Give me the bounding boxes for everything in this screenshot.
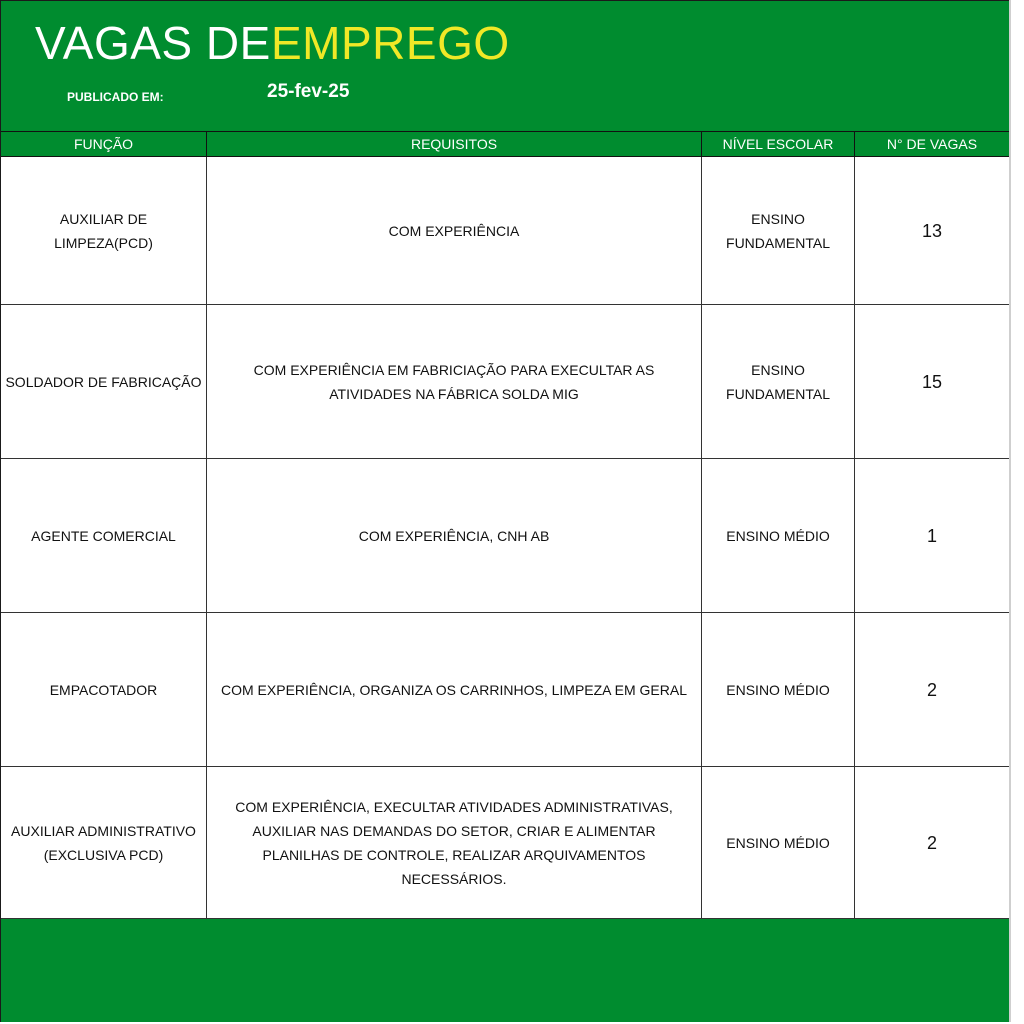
row-5-vagas: 2 (854, 767, 1009, 919)
column-header-funcao: FUNÇÃO (1, 131, 206, 157)
row-4-vagas: 2 (854, 613, 1009, 767)
row-4-funcao: EMPACOTADOR (1, 613, 206, 767)
footer-band (1, 919, 1009, 1022)
row-1-requisitos: COM EXPERIÊNCIA (206, 157, 701, 305)
published-label: PUBLICADO EM: (67, 90, 164, 104)
row-2-funcao: SOLDADOR DE FABRICAÇÃO (1, 305, 206, 459)
sheet-edge-divider (1009, 0, 1011, 1022)
row-4-nivel: ENSINO MÉDIO (701, 613, 854, 767)
column-header-num-vagas: N° DE VAGAS (854, 131, 1009, 157)
row-3-vagas: 1 (854, 459, 1009, 613)
row-5-funcao: AUXILIAR ADMINISTRATIVO(EXCLUSIVA PCD) (1, 767, 206, 919)
title-vagas-de: VAGAS DE (35, 17, 271, 69)
row-2-vagas: 15 (854, 305, 1009, 459)
row-5-requisitos: COM EXPERIÊNCIA, EXECULTAR ATIVIDADES ADMINISTRATIVAS, AUXILIAR NAS DEMANDAS DO SETOR, CRIAR E ALIMENTAR PLANILHAS DE CONTROLE, REALIZAR ARQUIVAMENTOS NECESSÁRIOS. (206, 767, 701, 919)
row-4-requisitos: COM EXPERIÊNCIA, ORGANIZA OS CARRINHOS, LIMPEZA EM GERAL (206, 613, 701, 767)
column-header-nivel-escolar: NÍVEL ESCOLAR (701, 131, 854, 157)
row-3-nivel: ENSINO MÉDIO (701, 459, 854, 613)
row-2-nivel: ENSINO FUNDAMENTAL (701, 305, 854, 459)
column-header-requisitos: REQUISITOS (206, 131, 701, 157)
header-banner (1, 1, 1009, 131)
row-1-funcao: AUXILIAR DE LIMPEZA(PCD) (1, 157, 206, 305)
row-2-requisitos: COM EXPERIÊNCIA EM FABRICIAÇÃO PARA EXECULTAR AS ATIVIDADES NA FÁBRICA SOLDA MIG (206, 305, 701, 459)
row-5-nivel: ENSINO MÉDIO (701, 767, 854, 919)
row-1-vagas: 13 (854, 157, 1009, 305)
published-date: 25-fev-25 (267, 81, 350, 102)
row-1-nivel: ENSINO FUNDAMENTAL (701, 157, 854, 305)
title-emprego: EMPREGO (271, 17, 510, 69)
row-3-funcao: AGENTE COMERCIAL (1, 459, 206, 613)
row-3-requisitos: COM EXPERIÊNCIA, CNH AB (206, 459, 701, 613)
